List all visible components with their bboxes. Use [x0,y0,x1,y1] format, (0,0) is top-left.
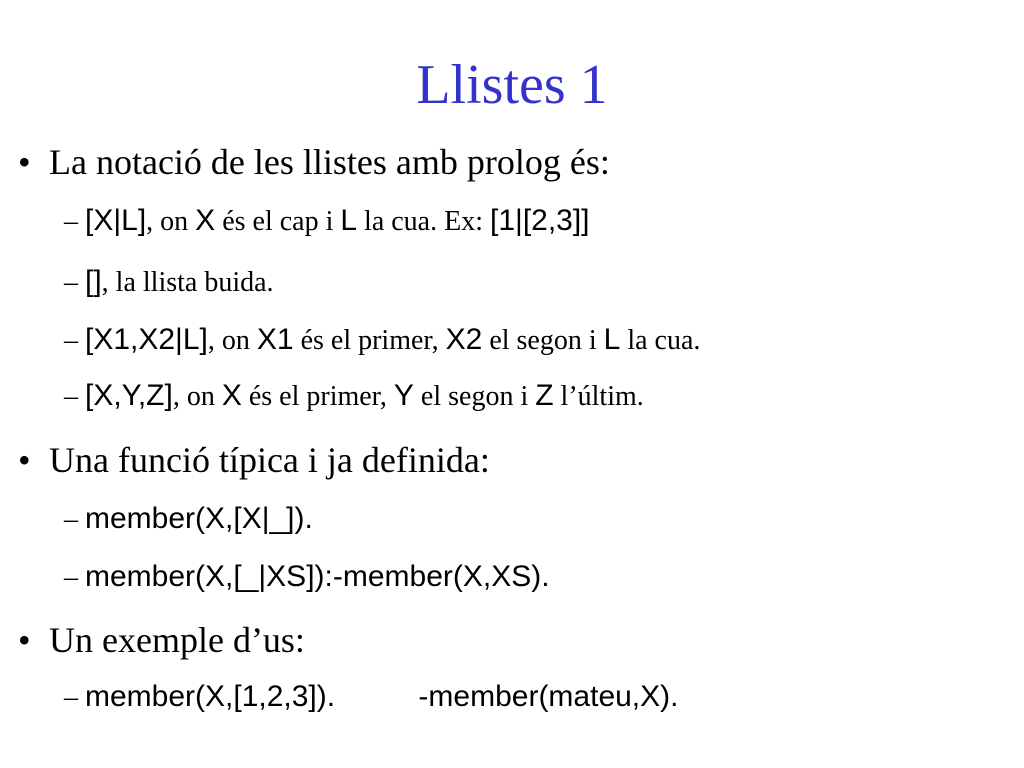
dash-icon: – [64,206,78,237]
dash-space [78,504,85,535]
code-text: Z [535,379,554,412]
dash-space [78,682,85,713]
sub-item [64,264,274,301]
bullet-item [18,618,305,662]
dash-icon: – [64,381,78,412]
code-text: Y [393,379,414,412]
sub-item [64,679,678,716]
code-text: [1|[2,3]] [490,204,590,237]
dash-space [78,206,85,237]
code-text: [X,Y,Z] [85,379,173,412]
code-text: X [195,204,216,237]
dash-icon: – [64,562,78,593]
sub-item [64,322,700,359]
prose-text: el segon i [413,381,536,412]
code-text: member(X,[X|_]). [85,502,313,535]
prose-text: la cua. [620,325,701,356]
code-text: X1 [256,323,294,356]
sub-item [64,501,313,538]
bullet-text: La notació de les llistes amb prolog és: [49,142,610,182]
sub-item [64,203,590,240]
dash-icon: – [64,682,78,713]
prose-text: el segon i [482,325,604,356]
code-text: [] [85,265,102,298]
code-text: X2 [445,323,483,356]
prose-text: , on [172,381,222,412]
prose-text: és el cap i [215,206,341,237]
code-text: L [603,323,621,356]
code-text: [X1,X2|L] [85,323,208,356]
bullet-icon: • [18,620,31,660]
dash-space [78,267,85,298]
dash-space [78,562,85,593]
prose-text: , la llista buida. [101,267,274,298]
slide-title: Llistes 1 [416,54,608,116]
prose-text: és el primer, [293,325,446,356]
code-text: [X|L] [85,204,147,237]
dash-icon: – [64,267,78,298]
dash-space [78,381,85,412]
bullet-icon: • [18,440,31,480]
bullet-item [18,438,490,482]
bullet-text: Una funció típica i ja definida: [49,440,490,480]
prose-text: , on [146,206,196,237]
prose-text: és el primer, [241,381,394,412]
code-text: member(X,[1,2,3]). -member(mateu,X). [85,680,679,713]
code-text: X [221,379,242,412]
sub-item [64,559,550,596]
prose-text: , on [207,325,257,356]
dash-icon: – [64,504,78,535]
bullet-icon: • [18,142,31,182]
bullet-text: Un exemple d’us: [49,620,305,660]
prose-text: la cua. Ex: [357,206,490,237]
prose-text: l’últim. [553,381,644,412]
code-text: L [340,204,358,237]
code-text: member(X,[_|XS]):-member(X,XS). [85,560,550,593]
sub-item [64,378,644,415]
dash-icon: – [64,325,78,356]
bullet-item [18,140,610,184]
dash-space [78,325,85,356]
